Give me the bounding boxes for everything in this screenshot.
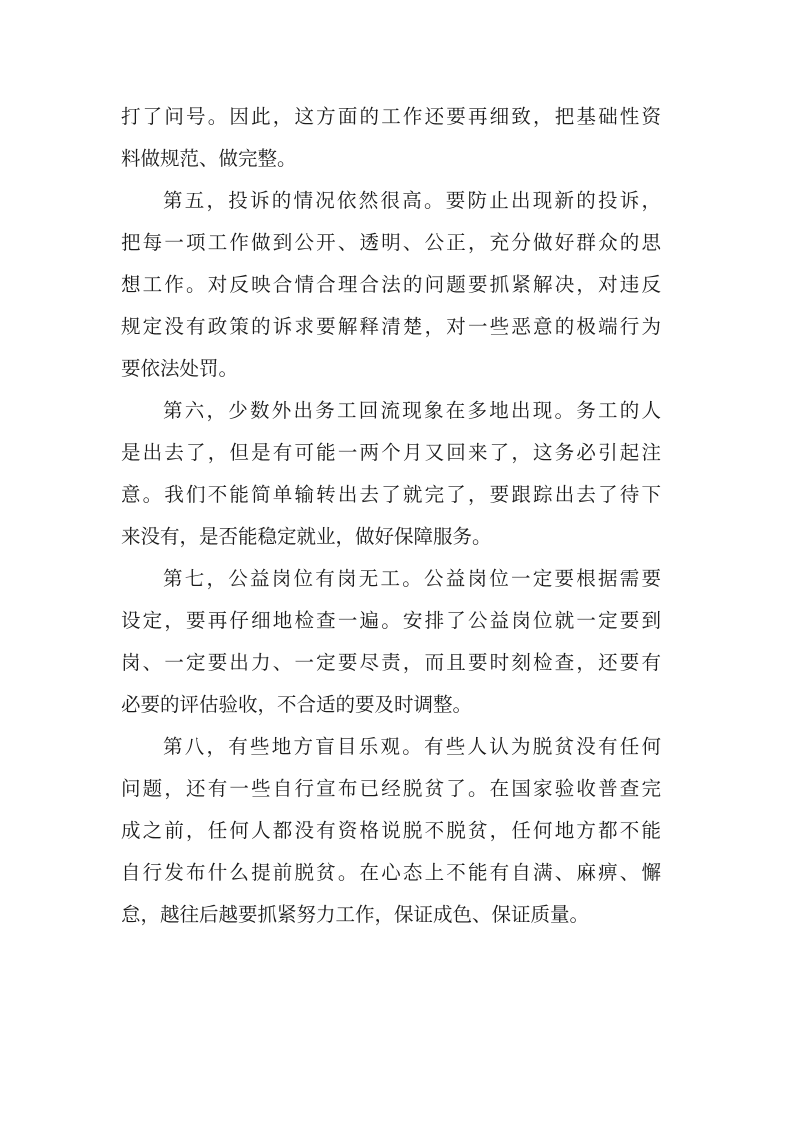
text-line: 第七，公益岗位有岗无工。公益岗位一定要根据需要 xyxy=(163,567,661,590)
paragraph xyxy=(121,390,661,558)
text-line: 自行发布什么提前脱贫。在心态上不能有自满、麻痹、懈 xyxy=(121,861,661,884)
paragraph xyxy=(121,726,661,936)
text-line: 成之前，任何人都没有资格说脱不脱贫，任何地方都不能 xyxy=(121,819,661,842)
text-line: 规定没有政策的诉求要解释清楚，对一些恶意的极端行为 xyxy=(121,315,661,338)
text-line: 设定，要再仔细地检查一遍。安排了公益岗位就一定要到 xyxy=(121,609,661,632)
paragraph xyxy=(121,180,661,390)
text-line: 要依法处罚。 xyxy=(121,357,239,380)
text-line: 来没有，是否能稳定就业，做好保障服务。 xyxy=(121,525,492,548)
text-line: 怠，越往后越要抓紧努力工作，保证成色、保证质量。 xyxy=(121,903,590,926)
text-line: 料做规范、做完整。 xyxy=(121,147,297,170)
text-line: 想工作。对反映合情合理合法的问题要抓紧解决，对违反 xyxy=(121,273,661,296)
paragraph xyxy=(121,558,661,726)
text-line: 必要的评估验收，不合适的要及时调整。 xyxy=(121,693,473,716)
text-line: 第六，少数外出务工回流现象在多地出现。务工的人 xyxy=(163,399,661,422)
text-line: 问题，还有一些自行宣布已经脱贫了。在国家验收普查完 xyxy=(121,777,661,800)
text-line: 把每一项工作做到公开、透明、公正，充分做好群众的思 xyxy=(121,231,661,254)
text-line: 第五，投诉的情况依然很高。要防止出现新的投诉， xyxy=(163,189,661,212)
text-line: 第八，有些地方盲目乐观。有些人认为脱贫没有任何 xyxy=(163,735,661,758)
text-line: 打了问号。因此，这方面的工作还要再细致，把基础性资 xyxy=(121,105,661,128)
text-line: 岗、一定要出力、一定要尽责，而且要时刻检查，还要有 xyxy=(121,651,661,674)
document-body xyxy=(121,96,661,936)
text-line: 是出去了，但是有可能一两个月又回来了，这务必引起注 xyxy=(121,441,661,464)
paragraph xyxy=(121,96,661,180)
text-line: 意。我们不能简单输转出去了就完了，要跟踪出去了待下 xyxy=(121,483,661,506)
